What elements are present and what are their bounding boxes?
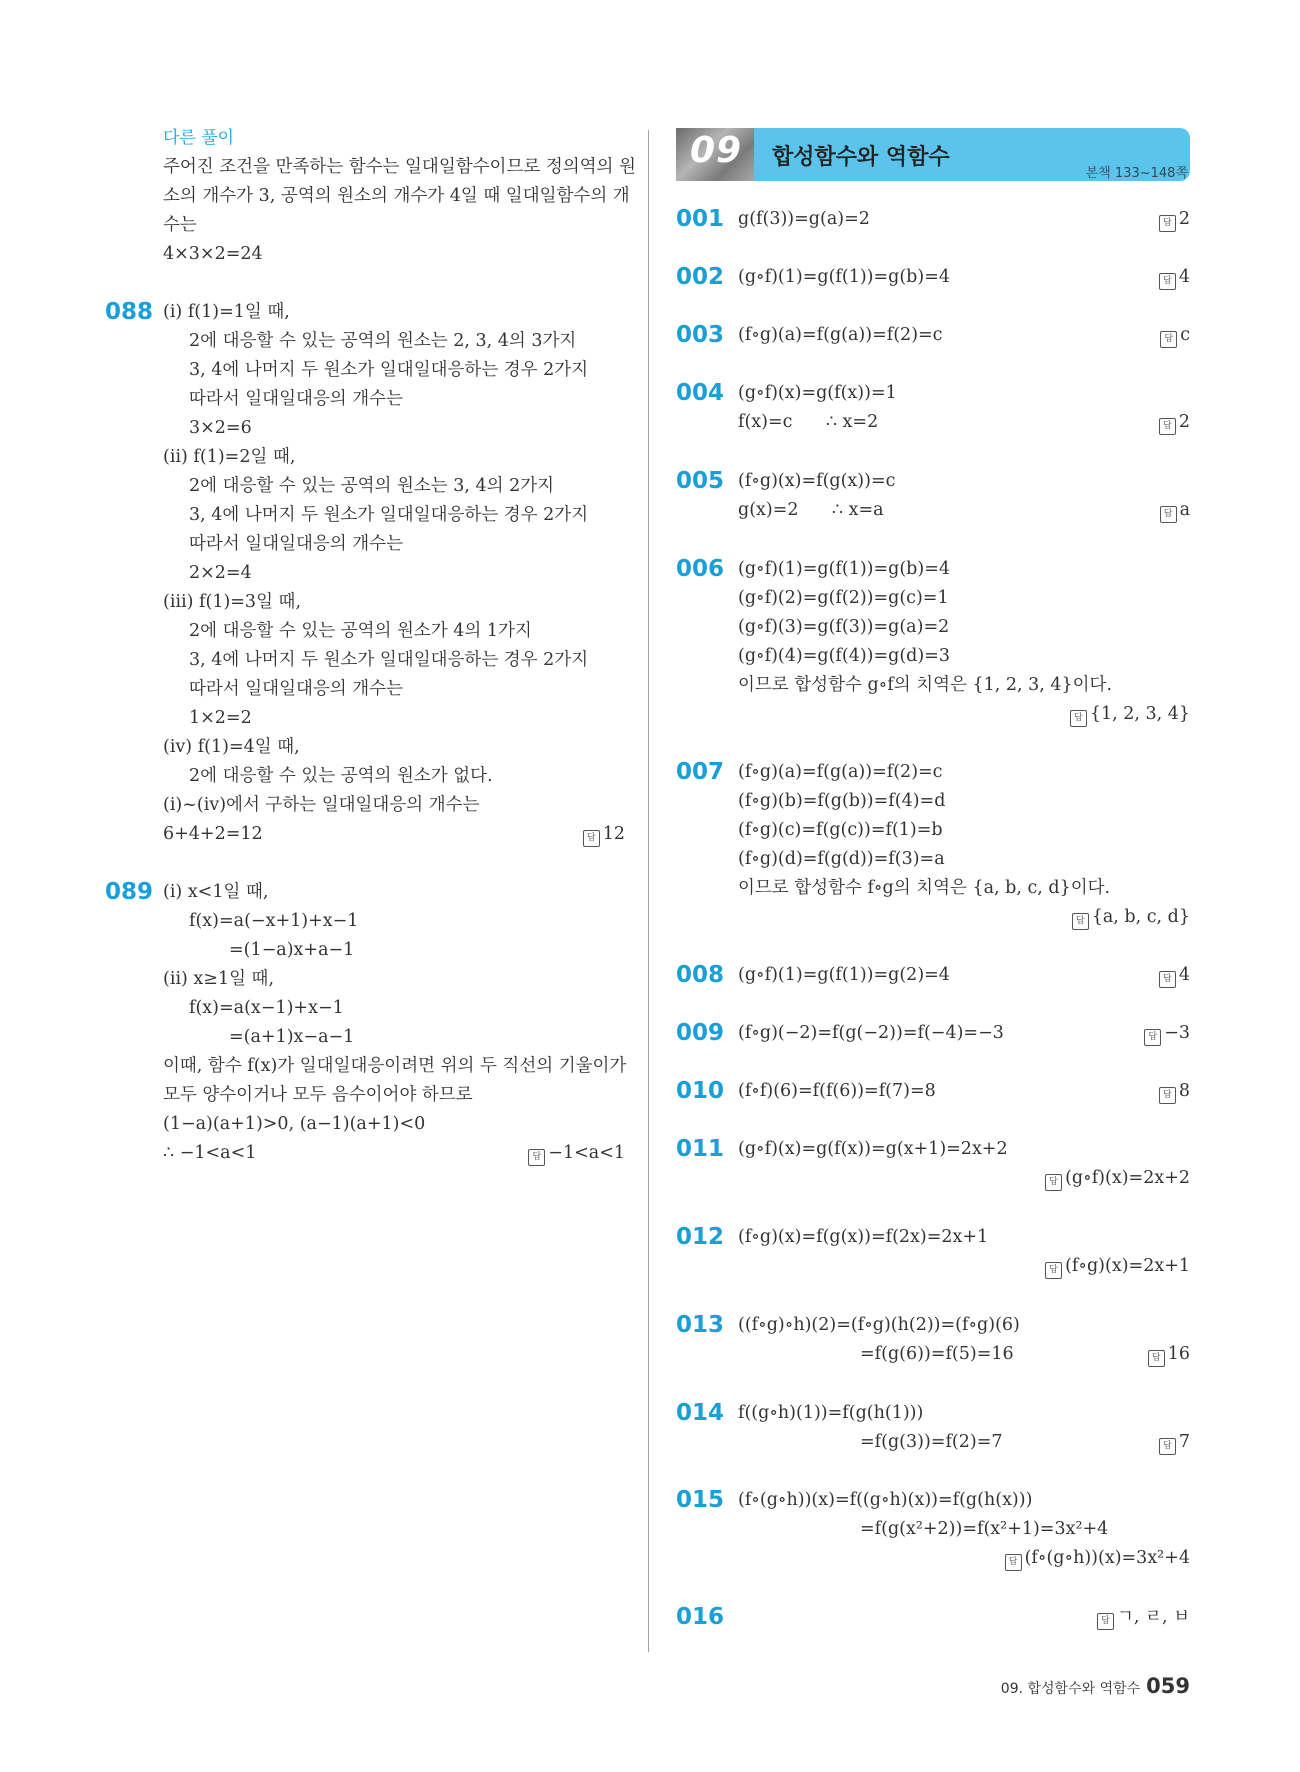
solution-line: 2에 대응할 수 있는 공역의 원소가 4의 1가지 — [189, 621, 532, 641]
problem-number: 089 — [105, 879, 154, 905]
answer-value: (g∘f)(x)=2x+2 — [1065, 1168, 1190, 1188]
answer-icon: 답 — [583, 830, 600, 847]
problem-number: 002 — [676, 264, 725, 290]
answer-value: (f∘(g∘h))(x)=3x²+4 — [1024, 1548, 1190, 1568]
answer-value: −1<a<1 — [548, 1143, 625, 1163]
solution-line: (f∘g)(d)=f(g(d))=f(3)=a — [738, 849, 945, 869]
answer-item — [676, 205, 1190, 234]
answer-item — [676, 1311, 1190, 1369]
problem-number: 011 — [676, 1136, 725, 1162]
solution-line: =f(g(x²+2))=f(x²+1)=3x²+4 — [860, 1519, 1109, 1539]
solution-line: (ⅳ) f(1)=4일 때, — [163, 737, 300, 757]
answer-value: a — [1179, 500, 1190, 520]
solution-line: 따라서 일대일대응의 개수는 — [189, 534, 403, 554]
answer — [1159, 961, 1190, 990]
answer-item — [676, 379, 1190, 437]
answer — [1159, 263, 1190, 292]
solution-line: 6+4+2=12 — [163, 824, 263, 844]
solution-line: (f∘g)(a)=f(g(a))=f(2)=c — [738, 762, 943, 782]
answer — [1159, 408, 1190, 437]
answer-icon: 답 — [1159, 418, 1176, 435]
solution-line: (ⅰ) f(1)=1일 때, — [163, 302, 290, 322]
solution-line: (ⅰ) x<1일 때, — [163, 882, 269, 902]
problem-number: 088 — [105, 299, 154, 325]
solution-line: 2에 대응할 수 있는 공역의 원소는 3, 4의 2가지 — [189, 476, 555, 496]
answer-item — [676, 263, 1190, 292]
answer — [1045, 1164, 1190, 1193]
answer-value: (f∘g)(x)=2x+1 — [1065, 1256, 1190, 1276]
solution-line: (1−a)(a+1)>0, (a−1)(a+1)<0 — [163, 1114, 426, 1134]
solution-line: (g∘f)(2)=g(f(2))=g(c)=1 — [738, 588, 949, 608]
answer-icon: 답 — [1159, 273, 1176, 290]
answer — [1097, 1603, 1190, 1632]
solution-line: (f∘f)(6)=f(f(6))=f(7)=8 — [738, 1081, 936, 1101]
answer-item — [676, 1077, 1190, 1106]
problem-number: 016 — [676, 1604, 725, 1630]
problem-number: 005 — [676, 468, 725, 494]
solution-line: (g∘f)(3)=g(f(3))=g(a)=2 — [738, 617, 950, 637]
solution-line: (f∘g)(c)=f(g(c))=f(1)=b — [738, 820, 943, 840]
answer-value: −3 — [1164, 1023, 1190, 1043]
solution-line: 1×2=2 — [189, 708, 252, 728]
answer — [1005, 1544, 1190, 1573]
solution-line: (g∘f)(x)=g(f(x))=g(x+1)=2x+2 — [738, 1139, 1008, 1159]
solution-line: (f∘g)(a)=f(g(a))=f(2)=c — [738, 325, 943, 345]
solution-line: ((f∘g)∘h)(2)=(f∘g)(h(2))=(f∘g)(6) — [738, 1315, 1020, 1335]
alt-line: 소의 개수가 3, 공역의 원소의 개수가 4일 때 일대일함수의 개 — [163, 186, 630, 206]
answer — [1070, 700, 1190, 729]
answer-icon: 답 — [1045, 1174, 1062, 1191]
solution-line: (f∘g)(b)=f(g(b))=f(4)=d — [738, 791, 946, 811]
problem-number: 006 — [676, 556, 725, 582]
chapter-number: 09 — [690, 130, 743, 171]
answer-value: 2 — [1178, 412, 1190, 432]
answer-icon: 답 — [1070, 710, 1087, 727]
answer-item — [676, 555, 1190, 724]
chapter-title: 합성함수와 역함수 — [772, 145, 950, 170]
answer-item — [676, 321, 1190, 350]
solution-line: (g∘f)(4)=g(f(4))=g(d)=3 — [738, 646, 951, 666]
answer-value: 2 — [1178, 209, 1190, 229]
solution-line: (g∘f)(1)=g(f(1))=g(b)=4 — [738, 267, 951, 287]
answer-value: 12 — [602, 824, 625, 844]
alt-line: 주어진 조건을 만족하는 함수는 일대일함수이므로 정의역의 원 — [163, 157, 636, 177]
solution-line: g(f(3))=g(a)=2 — [738, 209, 870, 229]
answer-value: 16 — [1167, 1344, 1190, 1364]
answer-icon: 답 — [1159, 1087, 1176, 1104]
answer-item — [676, 1223, 1190, 1276]
solution-line: (ⅱ) f(1)=2일 때, — [163, 447, 296, 467]
solution-line: f(x)=a(−x+1)+x−1 — [189, 911, 359, 931]
solution-line: (g∘f)(x)=g(f(x))=1 — [738, 383, 897, 403]
answer-item — [676, 758, 1190, 927]
answer-icon: 답 — [1097, 1613, 1114, 1630]
problem-number: 001 — [676, 206, 725, 232]
answer — [1045, 1252, 1190, 1281]
solution-line: (f∘(g∘h))(x)=f((g∘h)(x))=f(g(h(x))) — [738, 1490, 1033, 1510]
answer-value: 8 — [1178, 1081, 1190, 1101]
answer — [528, 1139, 625, 1168]
answer-item — [676, 1135, 1190, 1188]
solution-line: (ⅲ) f(1)=3일 때, — [163, 592, 302, 612]
solution-line: 2에 대응할 수 있는 공역의 원소가 없다. — [189, 766, 493, 786]
solution-line: 3, 4에 나머지 두 원소가 일대일대응하는 경우 2가지 — [189, 650, 589, 670]
answer-icon: 답 — [1159, 1438, 1176, 1455]
answer-icon: 답 — [1005, 1554, 1022, 1571]
alt-line: 수는 — [163, 215, 197, 235]
answer-icon: 답 — [528, 1149, 545, 1166]
answer-value: {1, 2, 3, 4} — [1089, 704, 1190, 724]
solution-line: 이때, 함수 f(x)가 일대일대응이려면 위의 두 직선의 기울이가 — [163, 1056, 627, 1076]
answer-icon: 답 — [1160, 331, 1177, 348]
solution-line: (f∘g)(x)=f(g(x))=c — [738, 471, 896, 491]
solution-line: f((g∘h)(1))=f(g(h(1))) — [738, 1403, 924, 1423]
answer — [1148, 1340, 1190, 1369]
solution-line: ∴ −1<a<1 — [163, 1143, 257, 1163]
solution-line: (g∘f)(1)=g(f(1))=g(2)=4 — [738, 965, 950, 985]
answer-item — [676, 467, 1190, 525]
solution-line: =f(g(3))=f(2)=7 — [860, 1432, 1003, 1452]
solution-line: 이므로 합성함수 g∘f의 치역은 {1, 2, 3, 4}이다. — [738, 675, 1113, 695]
problem-number: 003 — [676, 322, 725, 348]
solution-line: 3×2=6 — [189, 418, 252, 438]
solution-line: f(x)=c ∴ x=2 — [738, 412, 879, 432]
answer-value: 4 — [1178, 267, 1190, 287]
answer-value: 7 — [1178, 1432, 1190, 1452]
solution-line: 3, 4에 나머지 두 원소가 일대일대응하는 경우 2가지 — [189, 505, 589, 525]
answer — [1159, 1077, 1190, 1106]
problem-number: 008 — [676, 962, 725, 988]
problem-number: 004 — [676, 380, 725, 406]
solution-line: =(a+1)x−a−1 — [229, 1027, 355, 1047]
answer — [583, 820, 625, 849]
solution-line: 2×2=4 — [189, 563, 252, 583]
column-divider — [648, 130, 649, 1652]
solution-line: =(1−a)x+a−1 — [229, 940, 355, 960]
solution-line: g(x)=2 ∴ x=a — [738, 500, 884, 520]
solution-line: (f∘g)(−2)=f(g(−2))=f(−4)=−3 — [738, 1023, 1004, 1043]
alt-line: 4×3×2=24 — [163, 244, 263, 264]
solution-line: =f(g(6))=f(5)=16 — [860, 1344, 1014, 1364]
solution-line: 따라서 일대일대응의 개수는 — [189, 679, 403, 699]
answer-value: ㄱ, ㄹ, ㅂ — [1117, 1607, 1190, 1627]
problem-088 — [105, 298, 625, 849]
answer-icon: 답 — [1045, 1262, 1062, 1279]
solution-line: 2에 대응할 수 있는 공역의 원소는 2, 3, 4의 3가지 — [189, 331, 577, 351]
answer-icon: 답 — [1144, 1029, 1161, 1046]
problem-number: 009 — [676, 1020, 725, 1046]
answer — [1159, 205, 1190, 234]
solution-line: f(x)=a(x−1)+x−1 — [189, 998, 344, 1018]
problem-number: 013 — [676, 1312, 725, 1338]
problem-089 — [105, 878, 625, 1168]
solution-line: 따라서 일대일대응의 개수는 — [189, 389, 403, 409]
answer-icon: 답 — [1072, 913, 1089, 930]
answer-icon: 답 — [1160, 506, 1177, 523]
answer-icon: 답 — [1159, 215, 1176, 232]
answer-icon: 답 — [1159, 971, 1176, 988]
left-column — [105, 124, 636, 1168]
chapter-page-ref: 본책 133~148쪽 — [1085, 166, 1188, 181]
solution-line: (g∘f)(1)=g(f(1))=g(b)=4 — [738, 559, 951, 579]
answer-value: c — [1180, 325, 1190, 345]
solution-line: (ⅱ) x≥1일 때, — [163, 969, 275, 989]
solution-line: (ⅰ)~(ⅳ)에서 구하는 일대일대응의 개수는 — [163, 795, 480, 815]
page-number: 059 — [1146, 1674, 1190, 1698]
answer-value: 4 — [1178, 965, 1190, 985]
problem-number: 007 — [676, 759, 725, 785]
solution-line: 3, 4에 나머지 두 원소가 일대일대응하는 경우 2가지 — [189, 360, 589, 380]
page-footer — [1001, 1674, 1190, 1698]
answer — [1144, 1019, 1190, 1048]
answer-item — [676, 1486, 1190, 1568]
answer — [1159, 1428, 1190, 1457]
solution-line: (f∘g)(x)=f(g(x))=f(2x)=2x+1 — [738, 1227, 989, 1247]
answer-item — [676, 1019, 1190, 1048]
answer-item — [676, 961, 1190, 990]
solution-line: 모두 양수이거나 모두 음수이어야 하므로 — [163, 1085, 473, 1105]
problem-number: 012 — [676, 1224, 725, 1250]
answer — [1072, 903, 1190, 932]
solution-line: 이므로 합성함수 f∘g의 치역은 {a, b, c, d}이다. — [738, 878, 1111, 898]
alt-solution-title: 다른 풀이 — [163, 128, 235, 148]
problem-number: 015 — [676, 1487, 725, 1513]
footer-chapter: 09. 합성함수와 역함수 — [1000, 1681, 1141, 1697]
answer-icon: 답 — [1148, 1350, 1165, 1367]
answer — [1160, 496, 1190, 525]
answer-value: {a, b, c, d} — [1091, 907, 1190, 927]
answer-item — [676, 1399, 1190, 1457]
problem-number: 014 — [676, 1400, 725, 1426]
answer — [1160, 321, 1190, 350]
problem-number: 010 — [676, 1078, 725, 1104]
